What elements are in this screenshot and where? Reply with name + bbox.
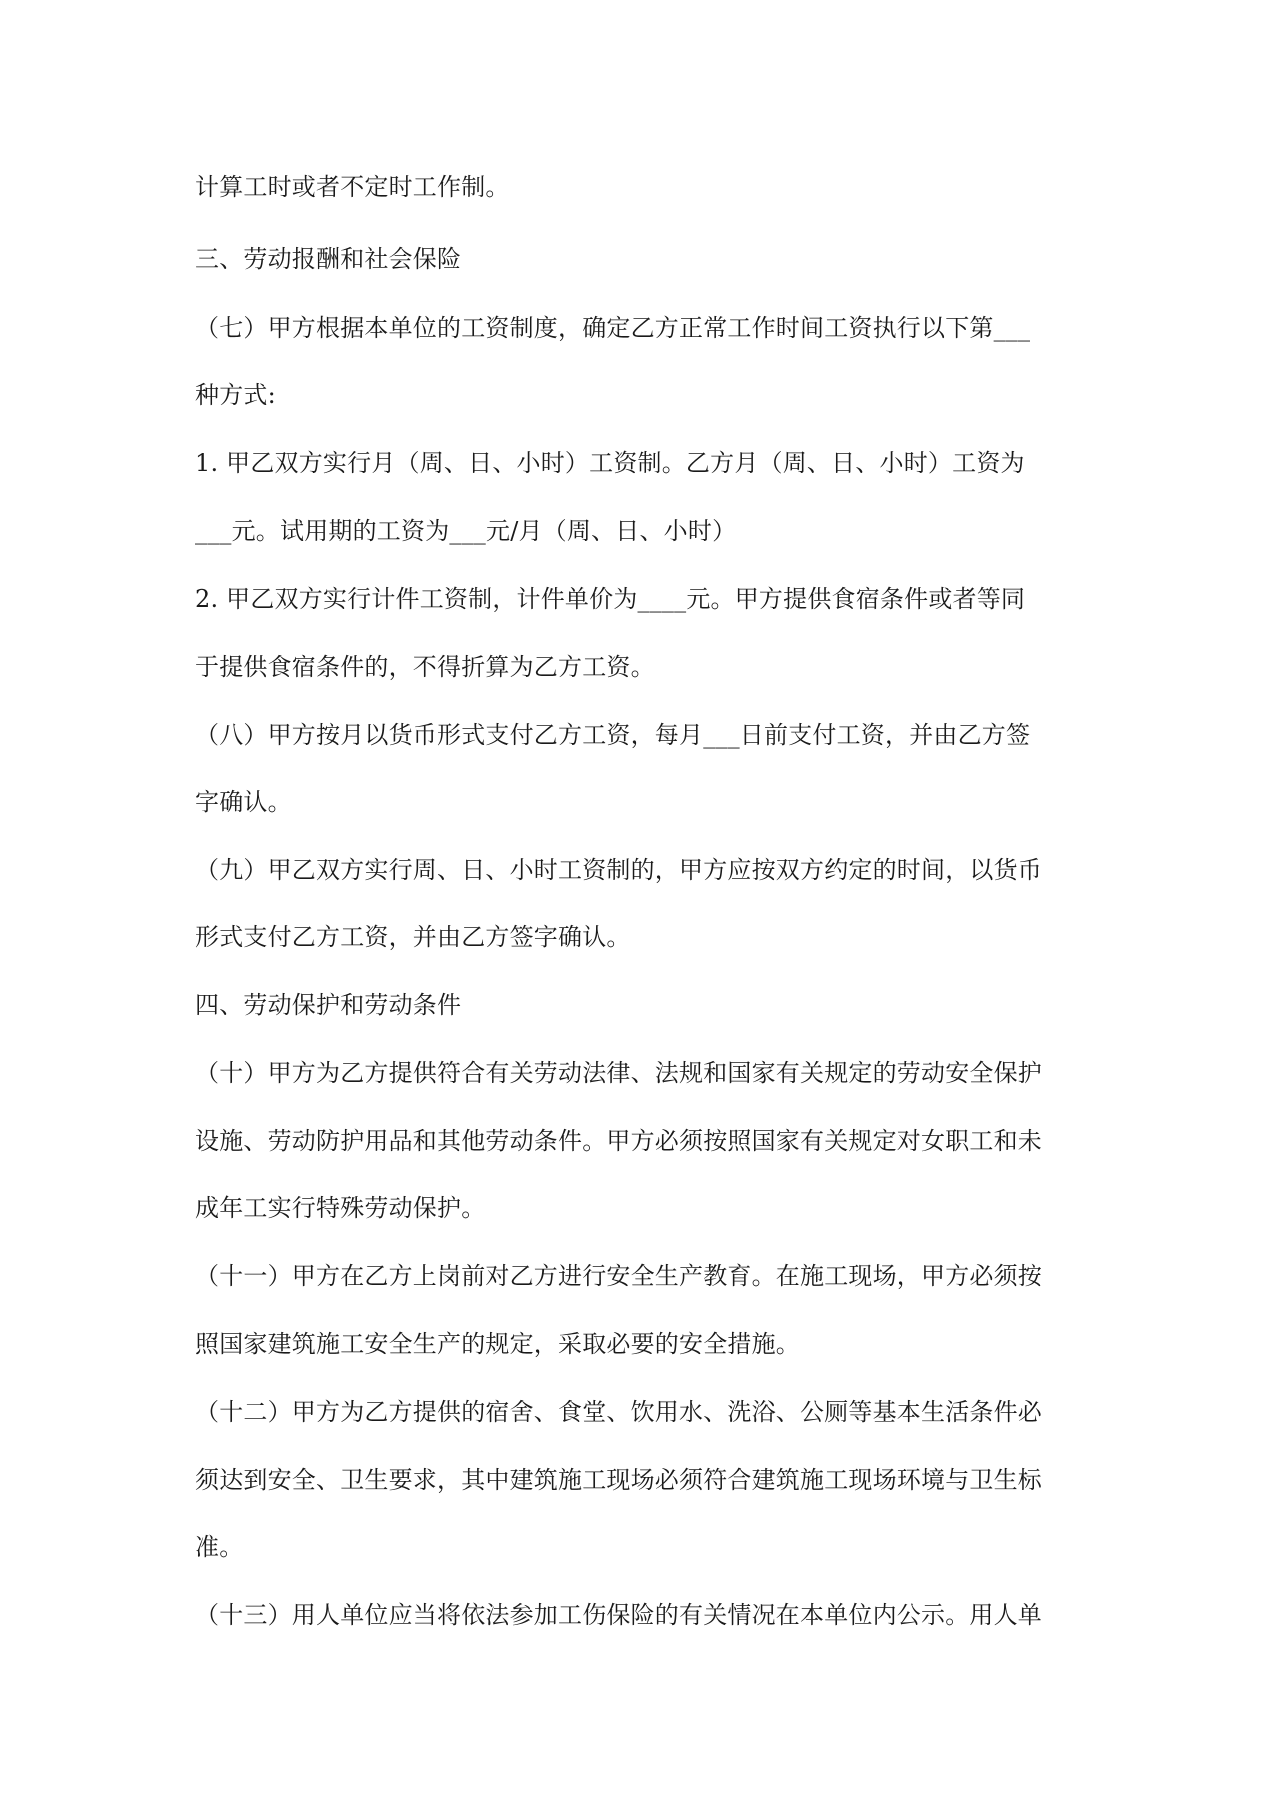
text-line: ___元。试用期的工资为___元/月（周、日、小时）	[195, 517, 737, 545]
text-line: （十二）甲方为乙方提供的宿舍、食堂、饮用水、洗浴、公厕等基本生活条件必	[195, 1398, 1042, 1426]
text-line: 形式支付乙方工资，并由乙方签字确认。	[195, 923, 631, 951]
text-line: （十三）用人单位应当将依法参加工伤保险的有关情况在本单位内公示。用人单	[195, 1601, 1042, 1629]
text-line: 2. 甲乙双方实行计件工资制，计件单价为____元。甲方提供食宿条件或者等同	[195, 585, 1026, 613]
text-line: 成年工实行特殊劳动保护。	[195, 1194, 486, 1222]
text-line: 字确认。	[195, 788, 292, 816]
text-line: 设施、劳动防护用品和其他劳动条件。甲方必须按照国家有关规定对女职工和未	[195, 1127, 1042, 1155]
text-line: 须达到安全、卫生要求，其中建筑施工现场必须符合建筑施工现场环境与卫生标	[195, 1466, 1042, 1494]
text-line: （八）甲方按月以货币形式支付乙方工资，每月___日前支付工资，并由乙方签	[195, 721, 1031, 749]
section-heading: 三、劳动报酬和社会保险	[195, 245, 462, 273]
text-line: 照国家建筑施工安全生产的规定，采取必要的安全措施。	[195, 1330, 800, 1358]
text-line: 计算工时或者不定时工作制。	[195, 173, 510, 201]
text-line: （十一）甲方在乙方上岗前对乙方进行安全生产教育。在施工现场，甲方必须按	[195, 1262, 1042, 1290]
text-line: （十）甲方为乙方提供符合有关劳动法律、法规和国家有关规定的劳动安全保护	[195, 1059, 1042, 1087]
text-line: （九）甲乙双方实行周、日、小时工资制的，甲方应按双方约定的时间，以货币	[195, 856, 1042, 884]
text-line: （七）甲方根据本单位的工资制度，确定乙方正常工作时间工资执行以下第___	[195, 314, 1031, 342]
text-line: 种方式:	[195, 381, 276, 409]
text-line: 于提供食宿条件的，不得折算为乙方工资。	[195, 653, 655, 681]
section-heading: 四、劳动保护和劳动条件	[195, 991, 462, 1019]
text-line: 1. 甲乙双方实行月（周、日、小时）工资制。乙方月（周、日、小时）工资为	[195, 449, 1025, 477]
text-line: 准。	[195, 1533, 244, 1561]
